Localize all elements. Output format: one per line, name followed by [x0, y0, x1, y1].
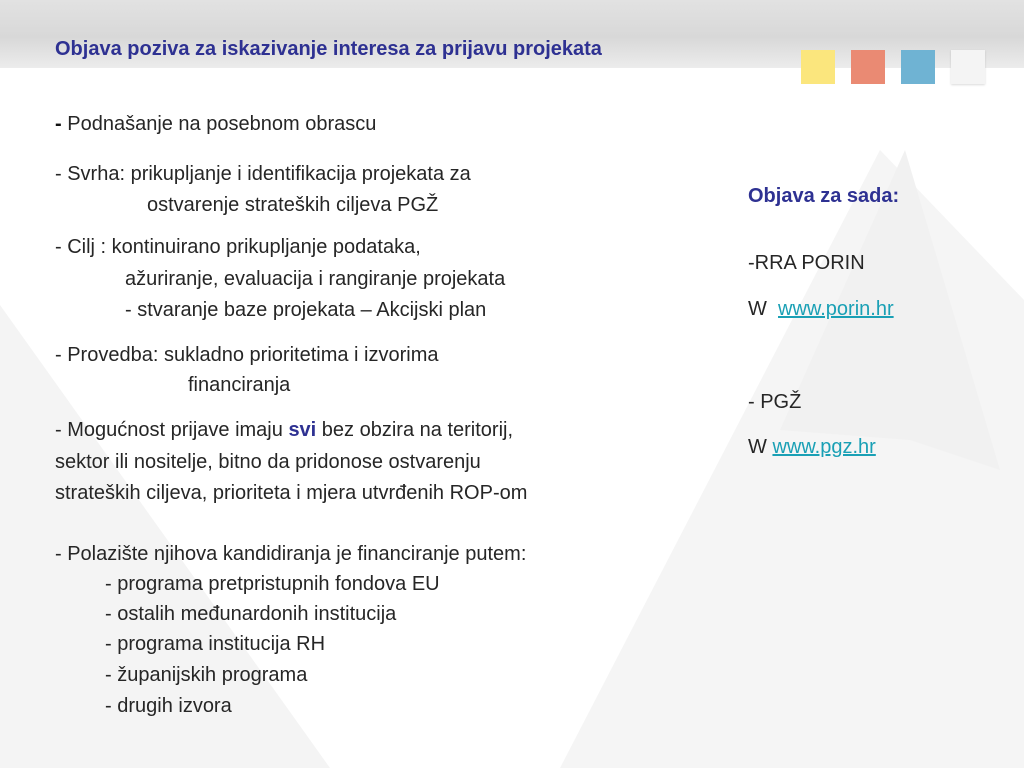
cilj-line-2: ažuriranje, evaluacija i rangiranje projekata [125, 268, 506, 290]
intro-dash: - [55, 113, 62, 135]
source-item: - drugih izvora [105, 695, 232, 717]
intro-line [55, 113, 376, 136]
mogucnost-post: bez obzira na teritorij, [316, 419, 514, 441]
mogucnost-pre: - Mogućnost prijave imaju [55, 419, 289, 441]
side-heading: Objava za sada: [748, 185, 900, 207]
pgz-link[interactable]: www.pgz.hr [772, 436, 876, 458]
rra-link-line [748, 298, 894, 321]
red-square [851, 50, 885, 84]
source-item: - programa institucija RH [105, 633, 326, 655]
intro-text: Podnašanje na posebnom obrascu [67, 113, 377, 135]
rra-link-prefix: W [748, 298, 767, 320]
source-item: - programa pretpristupnih fondova EU [105, 573, 440, 595]
mogucnost-line-2: sektor ili nositelje, bitno da pridonose ostvarenju [55, 451, 481, 473]
provedba-line-2: financiranja [188, 374, 291, 396]
svrha-line-1: - Svrha: prikupljanje i identifikacija projekata za [55, 163, 471, 185]
cilj-line-3: - stvaranje baze projekata – Akcijski plan [125, 299, 487, 321]
polaziste-line: - Polazište njihova kandidiranja je financiranje putem: [55, 543, 527, 565]
source-item: - županijskih programa [105, 664, 308, 686]
yellow-square [801, 50, 835, 84]
blue-square [901, 50, 935, 84]
source-item: - ostalih međunardonih institucija [105, 603, 397, 625]
mogucnost-line-3: strateških ciljeva, prioriteta i mjera utvrđenih ROP-om [55, 482, 528, 504]
mogucnost-line-1 [55, 419, 513, 442]
white-square [951, 50, 985, 84]
pgz-link-line [748, 436, 876, 459]
rra-label: -RRA PORIN [748, 252, 865, 274]
cilj-line-1: - Cilj : kontinuirano prikupljanje podataka, [55, 236, 421, 258]
mogucnost-highlight: svi [288, 419, 317, 441]
pgz-label: - PGŽ [748, 391, 802, 413]
provedba-line-1: - Provedba: sukladno prioritetima i izvorima [55, 344, 439, 366]
pgz-link-prefix: W [748, 436, 767, 458]
svrha-line-2: ostvarenje strateških ciljeva PGŽ [147, 194, 439, 216]
porin-link[interactable]: www.porin.hr [778, 298, 894, 320]
page-title: Objava poziva za iskazivanje interesa za prijavu projekata [55, 38, 602, 60]
